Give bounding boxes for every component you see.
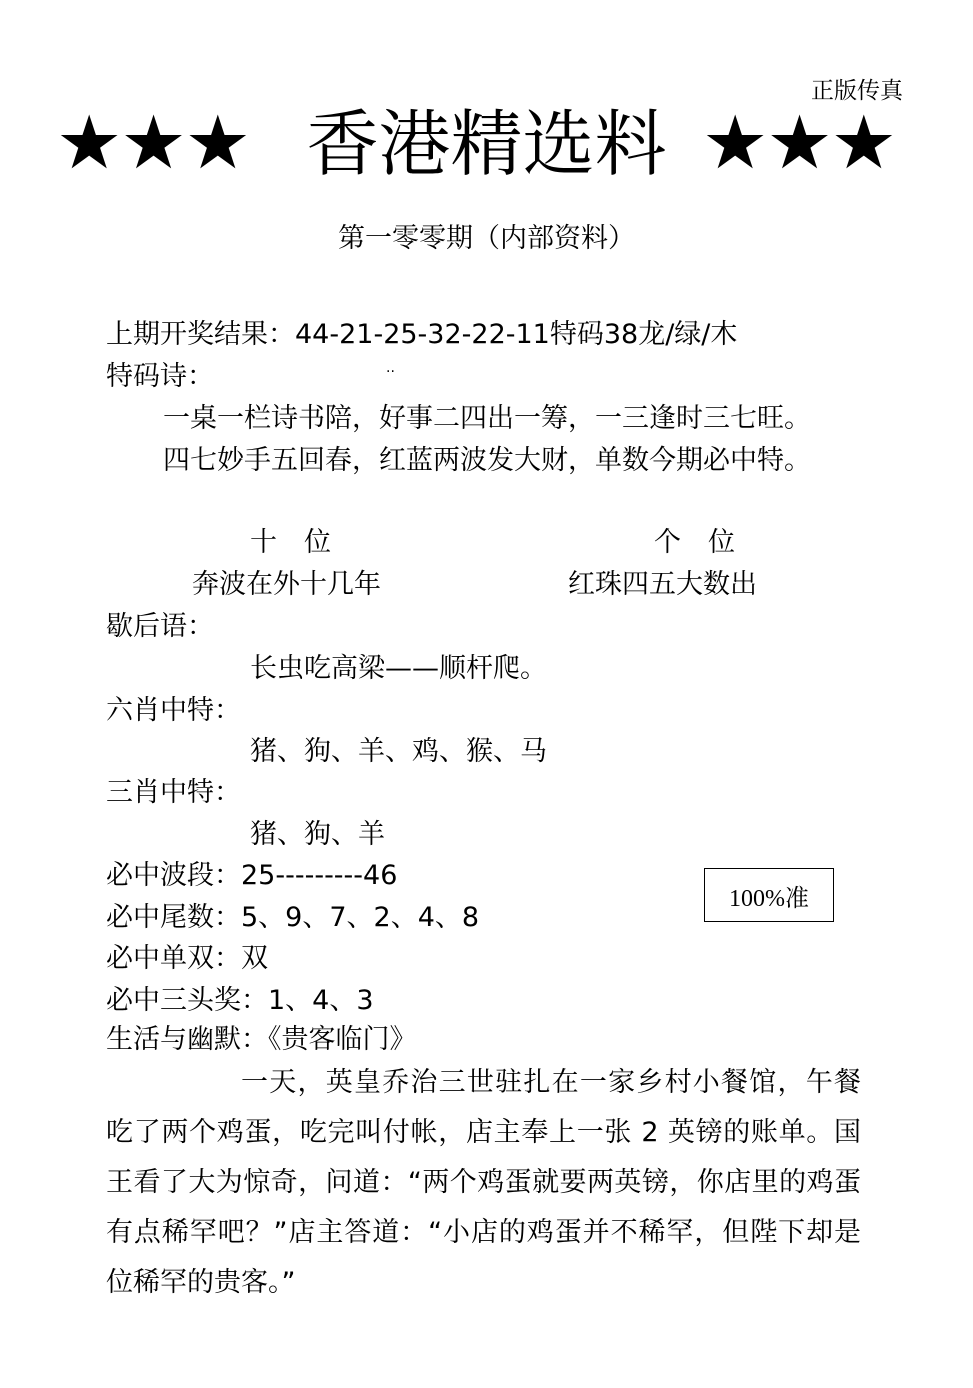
units-header: 个 位 xyxy=(654,527,735,558)
poem-line-2: 四七妙手五回春，红蓝两波发大财，单数今期必中特。 xyxy=(163,445,811,476)
xiehouyu-label: 歇后语： xyxy=(106,611,214,642)
odd-even-line: 必中单双：双 xyxy=(106,943,268,974)
tens-text: 奔波在外十几年 xyxy=(192,569,381,600)
poem-label: 特码诗： xyxy=(106,361,214,392)
humor-label: 生活与幽默：《贵客临门》 xyxy=(106,1024,417,1055)
three-zodiac-label: 三肖中特： xyxy=(106,777,241,808)
accuracy-badge: 100%准 xyxy=(704,868,834,922)
six-zodiac-label: 六肖中特： xyxy=(106,695,241,726)
story-paragraph xyxy=(106,1058,861,1308)
three-head-line: 必中三头奖：1、4、3 xyxy=(106,985,374,1016)
three-zodiac-text: 猪、狗、羊 xyxy=(250,819,385,850)
left-stars: ★★★ xyxy=(56,100,250,186)
six-zodiac-text: 猪、狗、羊、鸡、猴、马 xyxy=(250,736,547,767)
poem-line-1: 一桌一栏诗书陪，好事二四出一筹，一三逢时三七旺。 xyxy=(163,403,811,434)
xiehouyu-text: 长虫吃高梁——顺杆爬。 xyxy=(250,653,547,684)
last-result: 上期开奖结果：44-21-25-32-22-11特码38龙/绿/木 xyxy=(106,319,738,350)
tail-line: 必中尾数：5、9、7、2、4、8 xyxy=(106,902,480,933)
right-stars: ★★★ xyxy=(702,100,896,186)
tens-header: 十 位 xyxy=(250,527,331,558)
units-text: 红珠四五大数出 xyxy=(568,569,757,600)
page-title: 香港精选料 xyxy=(306,102,667,186)
issue-subtitle: 第一零零期（内部资料） xyxy=(338,223,635,254)
dots-mark: .. xyxy=(386,360,395,376)
wave-line: 必中波段：25---------46 xyxy=(106,860,398,891)
story-text: 一天，英皇乔治三世驻扎在一家乡村小餐馆，午餐吃了两个鸡蛋，吃完叫付帐，店主奉上一张 2 英镑的账单。国王看了大为惊奇，问道：“两个鸡蛋就要两英镑，你店里的鸡蛋有点稀罕吧？”店主答道：“小店的鸡蛋并不稀罕，但陛下却是位稀罕的贵客。” xyxy=(106,1067,861,1298)
corner-label: 正版传真 xyxy=(811,78,903,104)
